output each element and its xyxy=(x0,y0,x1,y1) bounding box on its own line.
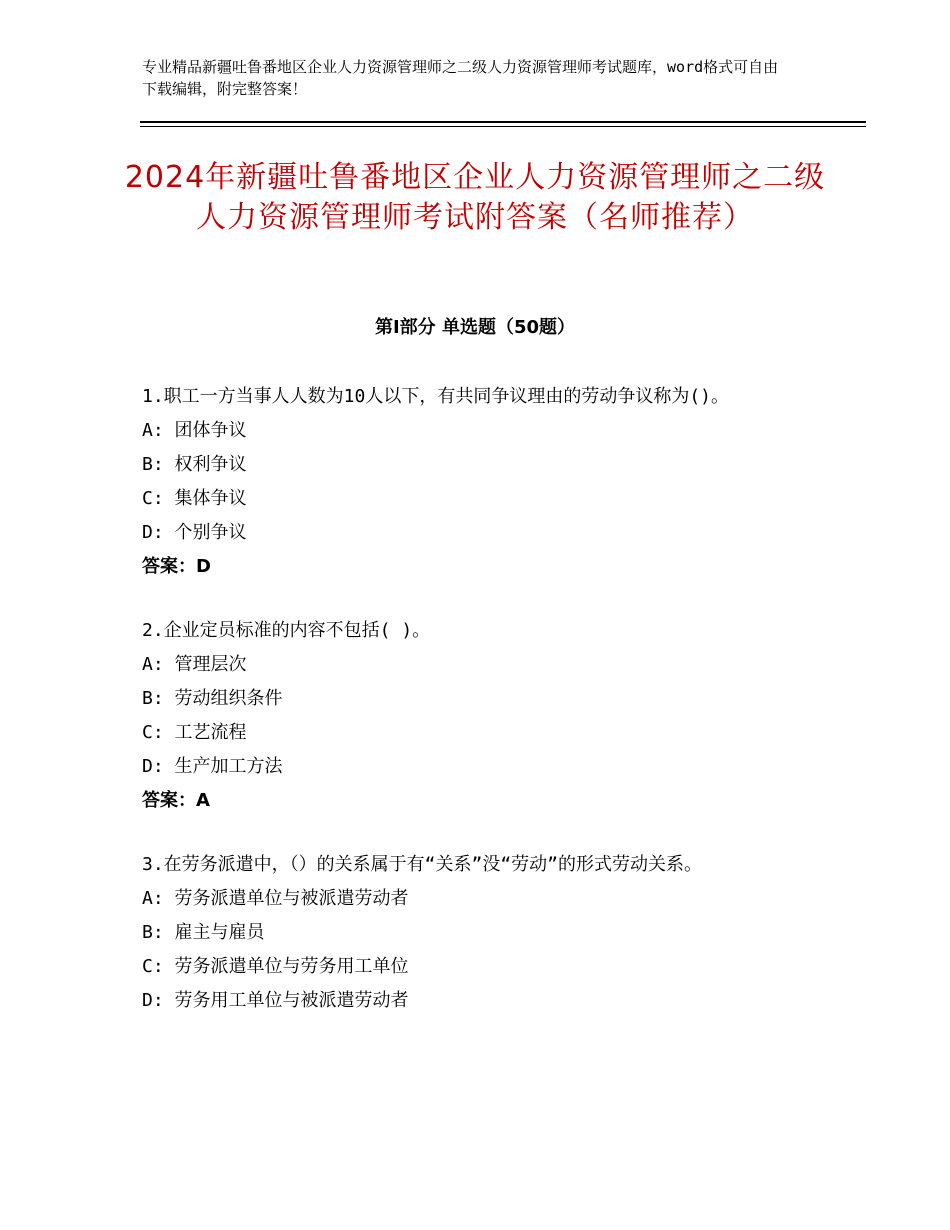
question-item xyxy=(142,848,807,1018)
option-c: C: 集体争议 xyxy=(142,488,247,509)
option-d: D: 个别争议 xyxy=(142,522,247,543)
option-c: C: 劳务派遣单位与劳务用工单位 xyxy=(142,956,409,977)
question-item xyxy=(142,614,807,818)
question-list xyxy=(142,380,807,1048)
question-text: 3.在劳务派遣中，（）的关系属于有“关系”没“劳动”的形式劳动关系。 xyxy=(142,854,703,875)
answer-label: 答案：D xyxy=(142,556,211,577)
question-item xyxy=(142,380,807,584)
option-c: C: 工艺流程 xyxy=(142,722,247,743)
option-b: B: 权利争议 xyxy=(142,454,247,475)
option-d: D: 劳务用工单位与被派遣劳动者 xyxy=(142,990,409,1011)
section-heading: 第Ⅰ部分 单选题（50题） xyxy=(374,317,575,338)
option-a: A: 管理层次 xyxy=(142,654,247,675)
header-divider-thin xyxy=(140,126,866,127)
option-d: D: 生产加工方法 xyxy=(142,756,283,777)
option-a: A: 劳务派遣单位与被派遣劳动者 xyxy=(142,888,409,909)
answer-label: 答案：A xyxy=(142,790,210,811)
option-a: A: 团体争议 xyxy=(142,420,247,441)
header-divider-thick xyxy=(140,121,866,123)
question-text: 1.职工一方当事人人数为10人以下，有共同争议理由的劳动争议称为()。 xyxy=(142,386,730,407)
document-title: 2024年新疆吐鲁番地区企业人力资源管理师之二级人力资源管理师考试附答案（名师推荐） xyxy=(124,160,826,235)
option-b: B: 雇主与雇员 xyxy=(142,922,265,943)
option-b: B: 劳动组织条件 xyxy=(142,688,283,709)
question-text: 2.企业定员标准的内容不包括( )。 xyxy=(142,620,431,641)
document-header-note: 专业精品新疆吐鲁番地区企业人力资源管理师之二级人力资源管理师考试题库，word格式可自由下载编辑，附完整答案！ xyxy=(142,58,779,98)
